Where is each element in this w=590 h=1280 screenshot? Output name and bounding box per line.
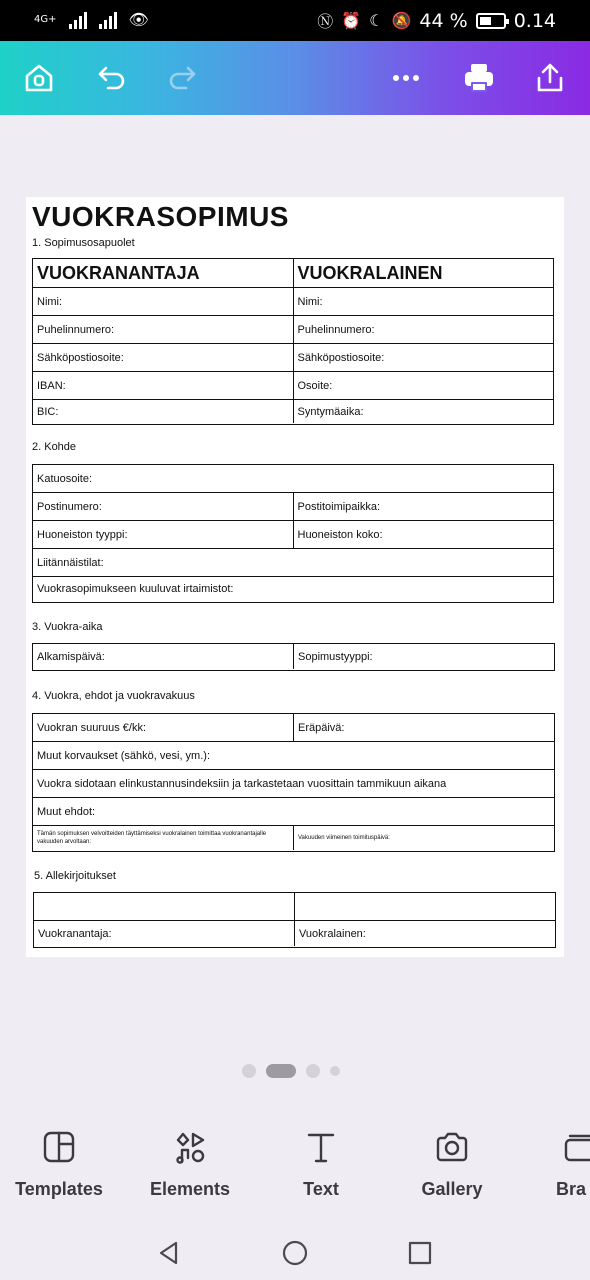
section-heading: 5. Allekirjoitukset	[34, 870, 116, 882]
signature-area	[34, 893, 294, 920]
undo-icon[interactable]	[89, 55, 135, 101]
table-cell: Sähköpostiosoite:	[37, 351, 124, 364]
table-cell: Sähköpostiosoite:	[293, 344, 554, 371]
tenant-header: VUOKRALAINEN	[293, 259, 554, 287]
table-cell: Vuokra sidotaan elinkustannusindeksiin ja tarkastetaan vuosittain tammikuun aikana	[37, 777, 447, 790]
table-cell: Vuokralainen:	[294, 921, 555, 946]
table-cell: Vuokran suuruus €/kk:	[37, 721, 147, 734]
clock: 0.14	[513, 9, 556, 32]
table-cell: Tämän sopimuksen velvoitteiden täyttämiseksi vuokralainen toimittaa vuokranantajalle vakuuden arvoltaan:	[37, 831, 267, 845]
brand-icon	[556, 1130, 590, 1164]
table-cell: Huoneiston tyyppi:	[37, 528, 128, 541]
table-cell: Vuokranantaja:	[38, 927, 112, 940]
signature-table	[33, 892, 556, 948]
rent-table	[32, 713, 555, 852]
tab-templates[interactable]	[10, 1130, 108, 1200]
table-cell: Syntymäaika:	[293, 400, 554, 423]
tab-label: Gallery	[421, 1179, 483, 1199]
tab-label: Templates	[15, 1179, 103, 1199]
tab-label: Elements	[149, 1179, 231, 1199]
home-icon[interactable]	[16, 55, 62, 101]
section-heading: 2. Kohde	[32, 441, 77, 453]
eye-icon: 👁	[128, 10, 149, 29]
section-heading: 1. Sopimusosapuolet	[32, 237, 135, 249]
tab-label: Text	[303, 1179, 339, 1199]
table-cell: BIC:	[37, 405, 59, 418]
page-dot-active[interactable]	[266, 1064, 296, 1078]
battery-percent: 44 %	[419, 9, 468, 32]
text-icon	[304, 1130, 338, 1164]
home-button-icon[interactable]	[275, 1233, 315, 1273]
table-cell: Nimi:	[293, 288, 554, 315]
table-cell: Alkamispäivä:	[37, 650, 105, 663]
bottom-tabs	[0, 1120, 590, 1225]
share-icon[interactable]	[527, 55, 573, 101]
status-bar	[0, 0, 590, 41]
table-cell: Nimi:	[37, 295, 63, 308]
camera-icon	[435, 1130, 469, 1164]
table-cell: Liitännäistilat:	[37, 556, 104, 569]
section-heading: 3. Vuokra-aika	[32, 621, 103, 633]
page-dot[interactable]	[330, 1066, 340, 1076]
redo-icon[interactable]	[159, 55, 205, 101]
back-icon[interactable]	[149, 1233, 189, 1273]
recents-icon[interactable]	[400, 1233, 440, 1273]
tab-text[interactable]	[285, 1130, 357, 1200]
signal-2-icon	[99, 11, 117, 29]
page-dot[interactable]	[242, 1064, 256, 1078]
table-cell: Vakuuden viimeinen toimituspäivä:	[293, 826, 554, 850]
table-cell: Puhelinnumero:	[293, 316, 554, 343]
landlord-header: VUOKRANANTAJA	[37, 262, 200, 283]
editor-toolbar	[0, 41, 590, 115]
tab-elements[interactable]	[140, 1130, 240, 1200]
table-cell: Eräpäivä:	[293, 714, 554, 741]
nfc-icon: Ⓝ	[317, 12, 334, 31]
page-indicator	[242, 1064, 340, 1078]
table-cell: IBAN:	[37, 379, 66, 392]
property-table	[32, 464, 554, 603]
signal-icon	[69, 11, 87, 29]
document-page[interactable]	[26, 197, 564, 957]
tab-label: Bra	[556, 1179, 587, 1199]
term-table	[32, 643, 555, 671]
table-cell: Huoneiston koko:	[293, 521, 554, 548]
print-icon[interactable]	[456, 55, 502, 101]
document-title: VUOKRASOPIMUS	[32, 201, 289, 232]
page-dot[interactable]	[306, 1064, 320, 1078]
table-cell: Puhelinnumero:	[37, 323, 115, 336]
table-cell: Muut ehdot:	[37, 805, 96, 818]
mute-icon: 🔕	[391, 11, 412, 30]
table-cell: Muut korvaukset (sähkö, vesi, ym.):	[37, 749, 210, 762]
alarm-icon: ⏰	[341, 11, 362, 30]
table-cell: Vuokrasopimukseen kuuluvat irtaimistot:	[37, 583, 234, 595]
more-icon[interactable]	[383, 55, 429, 101]
table-cell: Osoite:	[293, 372, 554, 399]
parties-table	[32, 258, 554, 425]
tab-brand[interactable]	[556, 1130, 590, 1200]
network-type: 4G+	[34, 14, 57, 25]
tab-gallery[interactable]	[410, 1130, 494, 1200]
table-cell: Postitoimipaikka:	[293, 493, 554, 520]
battery-icon	[476, 13, 506, 29]
templates-icon	[42, 1130, 76, 1164]
moon-icon: ☾	[369, 11, 384, 30]
system-nav-bar	[0, 1225, 590, 1280]
table-cell: Katuosoite:	[37, 472, 93, 485]
section-heading: 4. Vuokra, ehdot ja vuokravakuus	[32, 690, 195, 702]
table-cell: Sopimustyyppi:	[293, 644, 554, 669]
table-cell: Postinumero:	[37, 500, 102, 513]
signature-area	[294, 893, 555, 920]
elements-icon	[173, 1130, 207, 1164]
